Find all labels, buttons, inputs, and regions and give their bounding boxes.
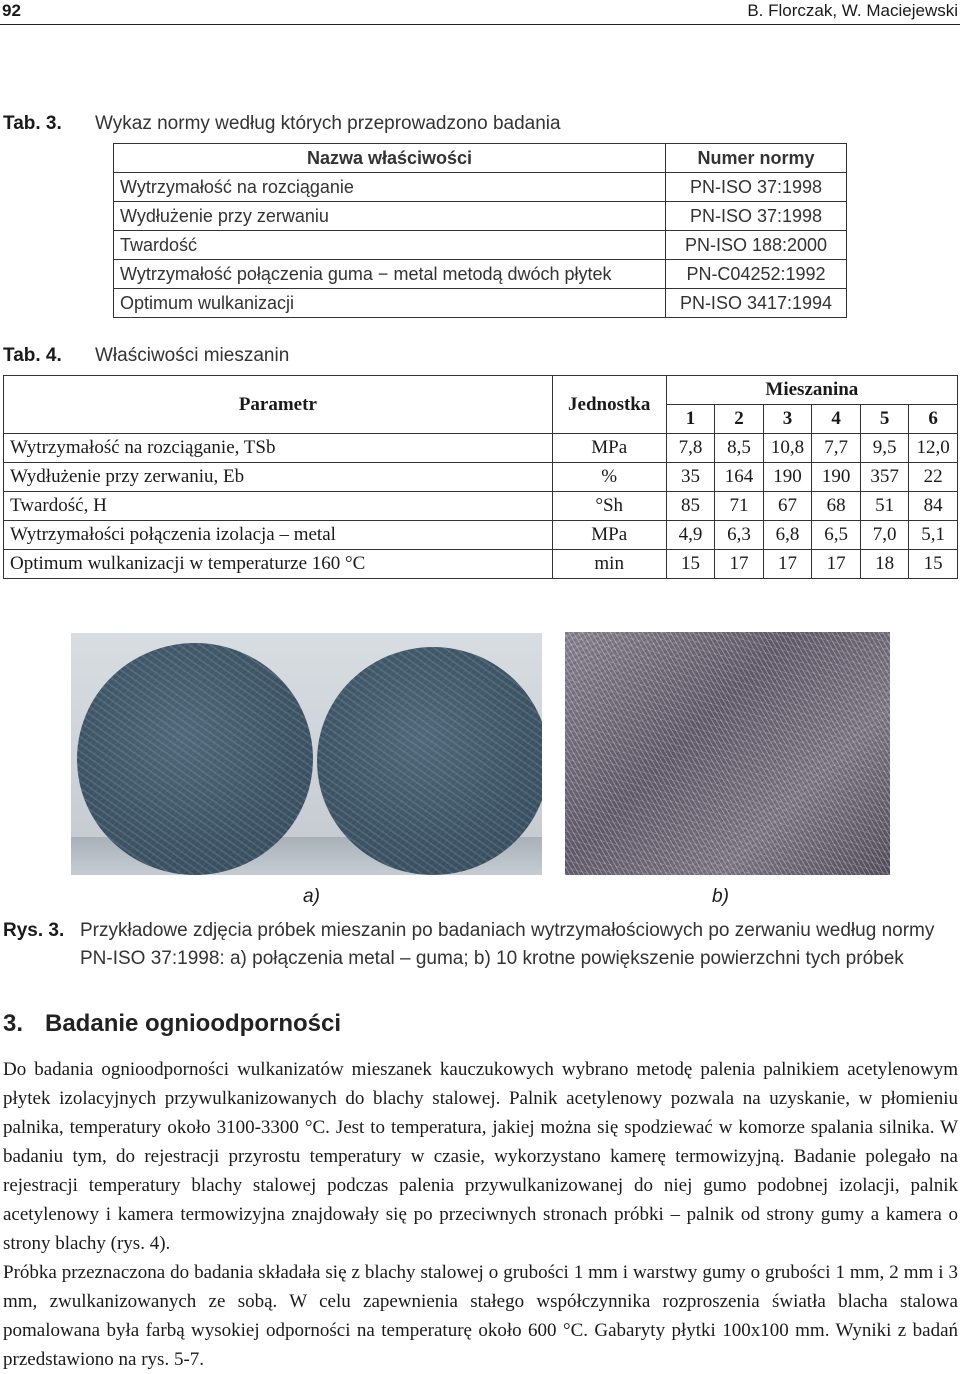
table-cell: 12,0 xyxy=(909,434,958,463)
table-cell: PN-ISO 3417:1994 xyxy=(666,289,847,318)
table-row xyxy=(4,434,958,463)
section-body xyxy=(3,1055,958,1374)
table-cell: Wytrzymałość na rozciąganie, TSb xyxy=(4,434,553,463)
paragraph: Do badania ognioodporności wulkanizatów mieszanek kauczukowych wybrano metodę palenia palnikiem acetylenowym płytek izolacyjnych przywulkanizowanych do blachy stalowej. Palnik acetylenowy pozwala na uzyskanie, w płomieniu palnika, temperatury około 3100-3300 °C. Jest to temperatura, jakiej można się spodziewać w komorze spalania silnika. W badaniu tym, do rejestracji przyrostu temperatury w czasie, wykorzystano kamerę termowizyjną. Badanie polegało na rejestracji temperatury blachy stalowej podczas palenia przywulkanizowanej do niej gumo podobnej izolacji, palnik acetylenowy i kamera termowizyjna znajdowały się po przeciwnych stronach próbki – palnik od strony gumy a kamera o strony blachy (rys. 4). xyxy=(3,1059,958,1254)
table-header-parameter: Parametr xyxy=(4,376,553,434)
table-cell: PN-C04252:1992 xyxy=(666,260,847,289)
table-cell: 35 xyxy=(666,463,715,492)
sample-disc-left xyxy=(77,643,313,875)
section-number: 3. xyxy=(3,1010,24,1037)
subfigure-label-a: a) xyxy=(303,886,320,907)
table-4-label: Tab. 4. xyxy=(3,345,62,366)
table-cell: 85 xyxy=(666,492,715,521)
table-4-title: Właściwości mieszanin xyxy=(95,345,290,366)
section-heading xyxy=(3,1010,341,1038)
table-cell: Optimum wulkanizacji w temperaturze 160 °C xyxy=(4,550,553,579)
section-title: Badanie ognioodporności xyxy=(45,1010,342,1037)
table-cell: 190 xyxy=(812,463,861,492)
table-cell: 9,5 xyxy=(860,434,909,463)
table-header-standard: Numer normy xyxy=(666,144,847,173)
table-cell: 7,7 xyxy=(812,434,861,463)
table-header-mix-3: 3 xyxy=(763,405,812,434)
figure-caption xyxy=(3,917,958,973)
table-3 xyxy=(113,143,847,318)
table-cell: Wydłużenie przy zerwaniu xyxy=(114,202,666,231)
table-header-mix-6: 6 xyxy=(909,405,958,434)
page-header xyxy=(0,0,960,25)
table-cell: 7,0 xyxy=(860,521,909,550)
table-cell: 17 xyxy=(715,550,764,579)
table-cell: Twardość xyxy=(114,231,666,260)
table-cell: 164 xyxy=(715,463,764,492)
table-cell: 68 xyxy=(812,492,861,521)
table-cell: Wydłużenie przy zerwaniu, Eb xyxy=(4,463,553,492)
table-cell: Twardość, H xyxy=(4,492,553,521)
figure-caption-line-2: PN-ISO 37:1998: a) połączenia metal – guma; b) 10 krotne powiększenie powierzchni tych próbek xyxy=(80,948,904,969)
table-cell: PN-ISO 37:1998 xyxy=(666,202,847,231)
table-row xyxy=(114,202,847,231)
table-3-label: Tab. 3. xyxy=(3,113,62,134)
table-row xyxy=(4,550,958,579)
table-cell: PN-ISO 37:1998 xyxy=(666,173,847,202)
table-header-mix-5: 5 xyxy=(860,405,909,434)
table-cell: 10,8 xyxy=(763,434,812,463)
table-cell: 15 xyxy=(666,550,715,579)
table-cell: 15 xyxy=(909,550,958,579)
figure-label: Rys. 3. xyxy=(3,920,65,941)
table-row xyxy=(114,173,847,202)
page-authors: B. Florczak, W. Maciejewski xyxy=(747,1,958,20)
table-cell: Wytrzymałości połączenia izolacja – metal xyxy=(4,521,553,550)
table-header-unit: Jednostka xyxy=(552,376,666,434)
table-cell: 84 xyxy=(909,492,958,521)
table-cell: 7,8 xyxy=(666,434,715,463)
table-row xyxy=(4,463,958,492)
sample-disc-right xyxy=(317,647,542,875)
table-header-mix-2: 2 xyxy=(715,405,764,434)
table-cell: 5,1 xyxy=(909,521,958,550)
table-cell: 71 xyxy=(715,492,764,521)
table-3-title: Wykaz normy według których przeprowadzono badania xyxy=(95,113,561,134)
table-4 xyxy=(3,375,958,579)
table-cell: 4,9 xyxy=(666,521,715,550)
table-cell: % xyxy=(552,463,666,492)
table-row xyxy=(4,376,958,405)
table-row xyxy=(114,231,847,260)
table-3-caption xyxy=(3,113,561,135)
table-4-caption xyxy=(3,345,289,367)
table-cell: 357 xyxy=(860,463,909,492)
page-number: 92 xyxy=(2,1,21,20)
table-header-mixture: Mieszanina xyxy=(666,376,957,405)
table-header-property: Nazwa właściwości xyxy=(114,144,666,173)
table-cell: 8,5 xyxy=(715,434,764,463)
table-row xyxy=(114,144,847,173)
table-cell: 6,3 xyxy=(715,521,764,550)
table-cell: PN-ISO 188:2000 xyxy=(666,231,847,260)
table-row xyxy=(114,289,847,318)
photo-surface-magnified xyxy=(565,632,890,875)
photo-sample-discs xyxy=(71,633,542,875)
table-row xyxy=(4,521,958,550)
paragraph: Próbka przeznaczona do badania składała się z blachy stalowej o grubości 1 mm i warstwy gumy o grubości 1 mm, 2 mm i 3 mm, zwulkanizowanych ze sobą. W celu zapewnienia stałego współczynnika rozproszenia światła blacha stalowa pomalowana była farbą wysokiej odporności na temperaturę około 600 °C. Gabaryty płytki 100x100 mm. Wyniki z badań przedstawiono na rys. 5-7. xyxy=(3,1262,958,1370)
table-cell: 6,5 xyxy=(812,521,861,550)
table-cell: °Sh xyxy=(552,492,666,521)
table-header-mix-1: 1 xyxy=(666,405,715,434)
table-row xyxy=(4,492,958,521)
table-header-mix-4: 4 xyxy=(812,405,861,434)
subfigure-label-b: b) xyxy=(712,886,729,907)
table-cell: 6,8 xyxy=(763,521,812,550)
table-cell: Wytrzymałość na rozciąganie xyxy=(114,173,666,202)
table-row xyxy=(114,260,847,289)
table-cell: 22 xyxy=(909,463,958,492)
table-cell: 190 xyxy=(763,463,812,492)
table-cell: 18 xyxy=(860,550,909,579)
figure-caption-line-1: Przykładowe zdjęcia próbek mieszanin po badaniach wytrzymałościowych po zerwaniu według normy xyxy=(80,920,935,941)
table-cell: 17 xyxy=(763,550,812,579)
table-cell: min xyxy=(552,550,666,579)
table-cell: MPa xyxy=(552,521,666,550)
table-cell: MPa xyxy=(552,434,666,463)
table-cell: Wytrzymałość połączenia guma − metal metodą dwóch płytek xyxy=(114,260,666,289)
table-cell: 17 xyxy=(812,550,861,579)
table-cell: Optimum wulkanizacji xyxy=(114,289,666,318)
table-cell: 67 xyxy=(763,492,812,521)
table-cell: 51 xyxy=(860,492,909,521)
